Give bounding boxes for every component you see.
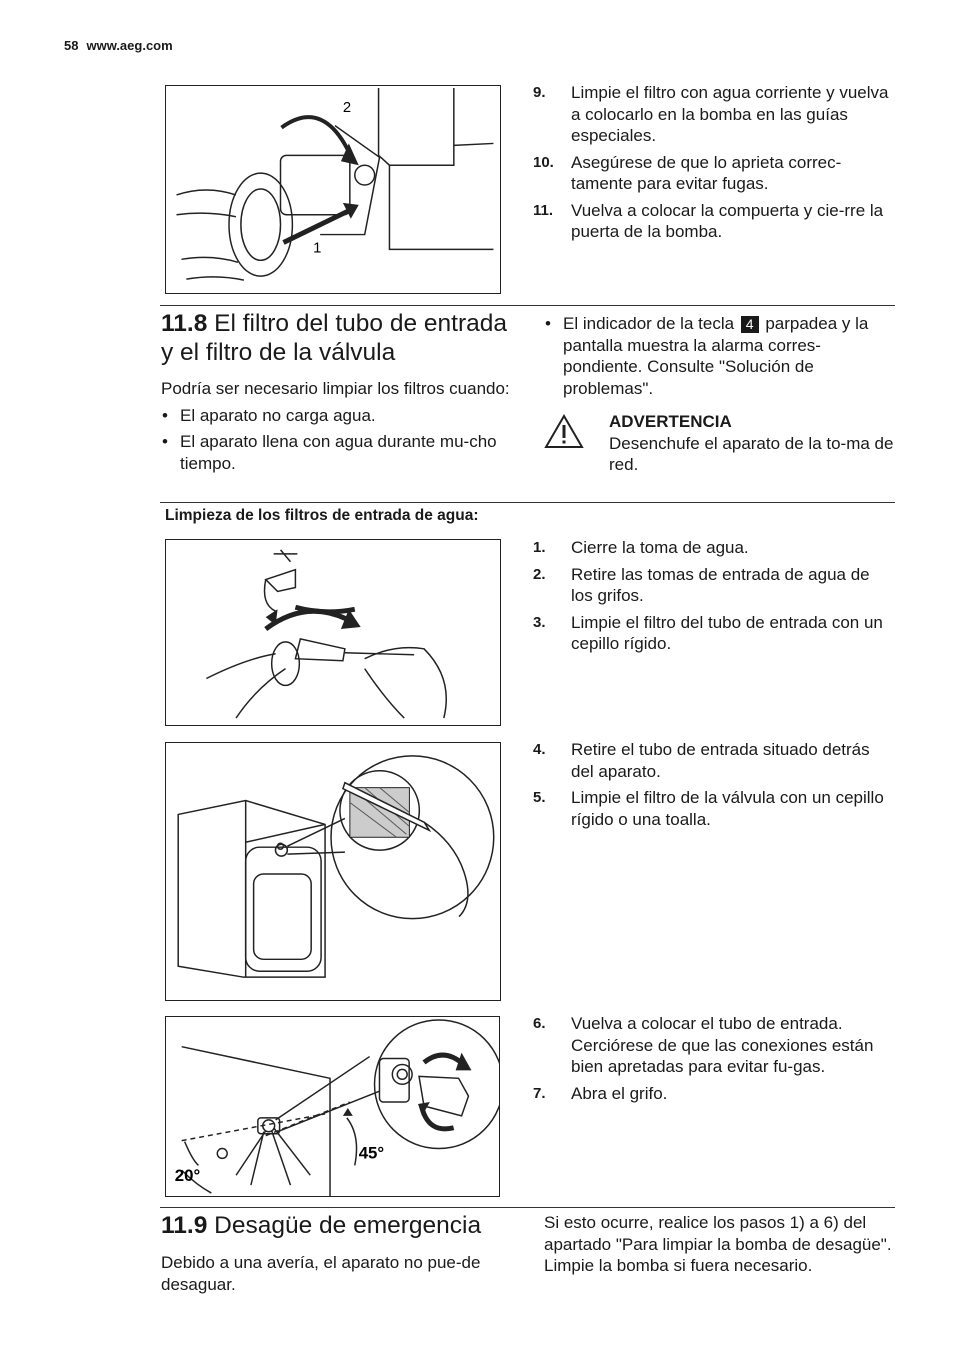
section-11-9-right-text: Si esto ocurre, realice los pasos 1) a 6) del apartado "Para limpiar la bomba de desagüe". Limpie la bomba si fuera necesario. — [544, 1213, 892, 1275]
step-4: 4. Retire el tubo de entrada situado detrás del aparato. — [533, 740, 870, 781]
section-title-11-8: 11.8 El filtro del tubo de entrada y el filtro de la válvula — [161, 310, 507, 366]
key-badge: 4 — [741, 316, 759, 333]
subheading: Limpieza de los filtros de entrada de agua: — [165, 507, 479, 524]
pump-filter-illustration — [166, 86, 500, 293]
site-url: www.aeg.com — [86, 38, 173, 53]
label-2: 2 — [342, 99, 352, 116]
section-11-8-intro: Podría ser necesario limpiar los filtros cuando: • El aparato no carga agua. • El aparato llena con agua durante mu-cho tiempo. — [161, 379, 510, 473]
warning-box — [609, 411, 894, 476]
step-5: 5. Limpie el filtro de la válvula con un cepillo rígido o una toalla. — [533, 788, 884, 829]
figure-hose-connection — [165, 1016, 500, 1197]
page-header — [64, 38, 173, 53]
steps-9-11 — [533, 82, 893, 248]
step-9: 9. Limpie el filtro con agua corriente y vuelva a colocarlo en la bomba en las guías especiales. — [533, 83, 889, 145]
valve-filter-illustration — [166, 743, 500, 1000]
label-1: 1 — [313, 240, 322, 257]
list-item: • El aparato no carga agua. — [162, 405, 376, 425]
steps-1-3 — [533, 537, 893, 660]
hose-connection-illustration — [166, 1017, 499, 1196]
figure-tap-brush — [165, 539, 501, 726]
steps-6-7 — [533, 1013, 893, 1109]
divider — [160, 1207, 895, 1208]
indicator-bullet: • El indicador de la tecla 4 parpadea y la pantalla muestra la alarma corres-pondiente. Consulte "Solución de problemas". — [545, 314, 869, 398]
list-item: • El aparato llena con agua durante mu-cho tiempo. — [162, 432, 497, 473]
figure-valve-filter — [165, 742, 501, 1001]
step-1: 1. Cierre la toma de agua. — [533, 538, 749, 557]
section-11-9-left-text: Debido a una avería, el aparato no pue-de desaguar. — [161, 1253, 481, 1294]
warning-text: Desenchufe el aparato de la to-ma de red. — [609, 433, 894, 474]
step-2: 2. Retire las tomas de entrada de agua de los grifos. — [533, 564, 870, 605]
figure-pump-filter — [165, 85, 501, 294]
step-3: 3. Limpie el filtro del tubo de entrada con un cepillo rígido. — [533, 612, 883, 653]
page-number: 58 — [64, 38, 79, 53]
warning-icon — [544, 413, 584, 449]
steps-4-5 — [533, 739, 893, 835]
angle-label-45: 45° — [358, 1143, 385, 1163]
angle-label-20: 20° — [174, 1166, 201, 1186]
tap-brush-illustration — [166, 540, 500, 725]
divider — [160, 502, 895, 503]
step-7: 7. Abra el grifo. — [533, 1083, 668, 1103]
section-title-11-9: 11.9 Desagüe de emergencia — [161, 1212, 482, 1239]
divider — [160, 305, 895, 306]
step-6: 6. Vuelva a colocar el tubo de entrada. Cerciórese de que las conexiones están bien apretadas para evitar fu-gas. — [533, 1014, 874, 1076]
warning-title: ADVERTENCIA — [609, 412, 732, 431]
step-10: 10. Asegúrese de que lo aprieta correc-tamente para evitar fugas. — [533, 152, 842, 193]
step-11: 11. Vuelva a colocar la compuerta y cie-rre la puerta de la bomba. — [533, 200, 884, 241]
